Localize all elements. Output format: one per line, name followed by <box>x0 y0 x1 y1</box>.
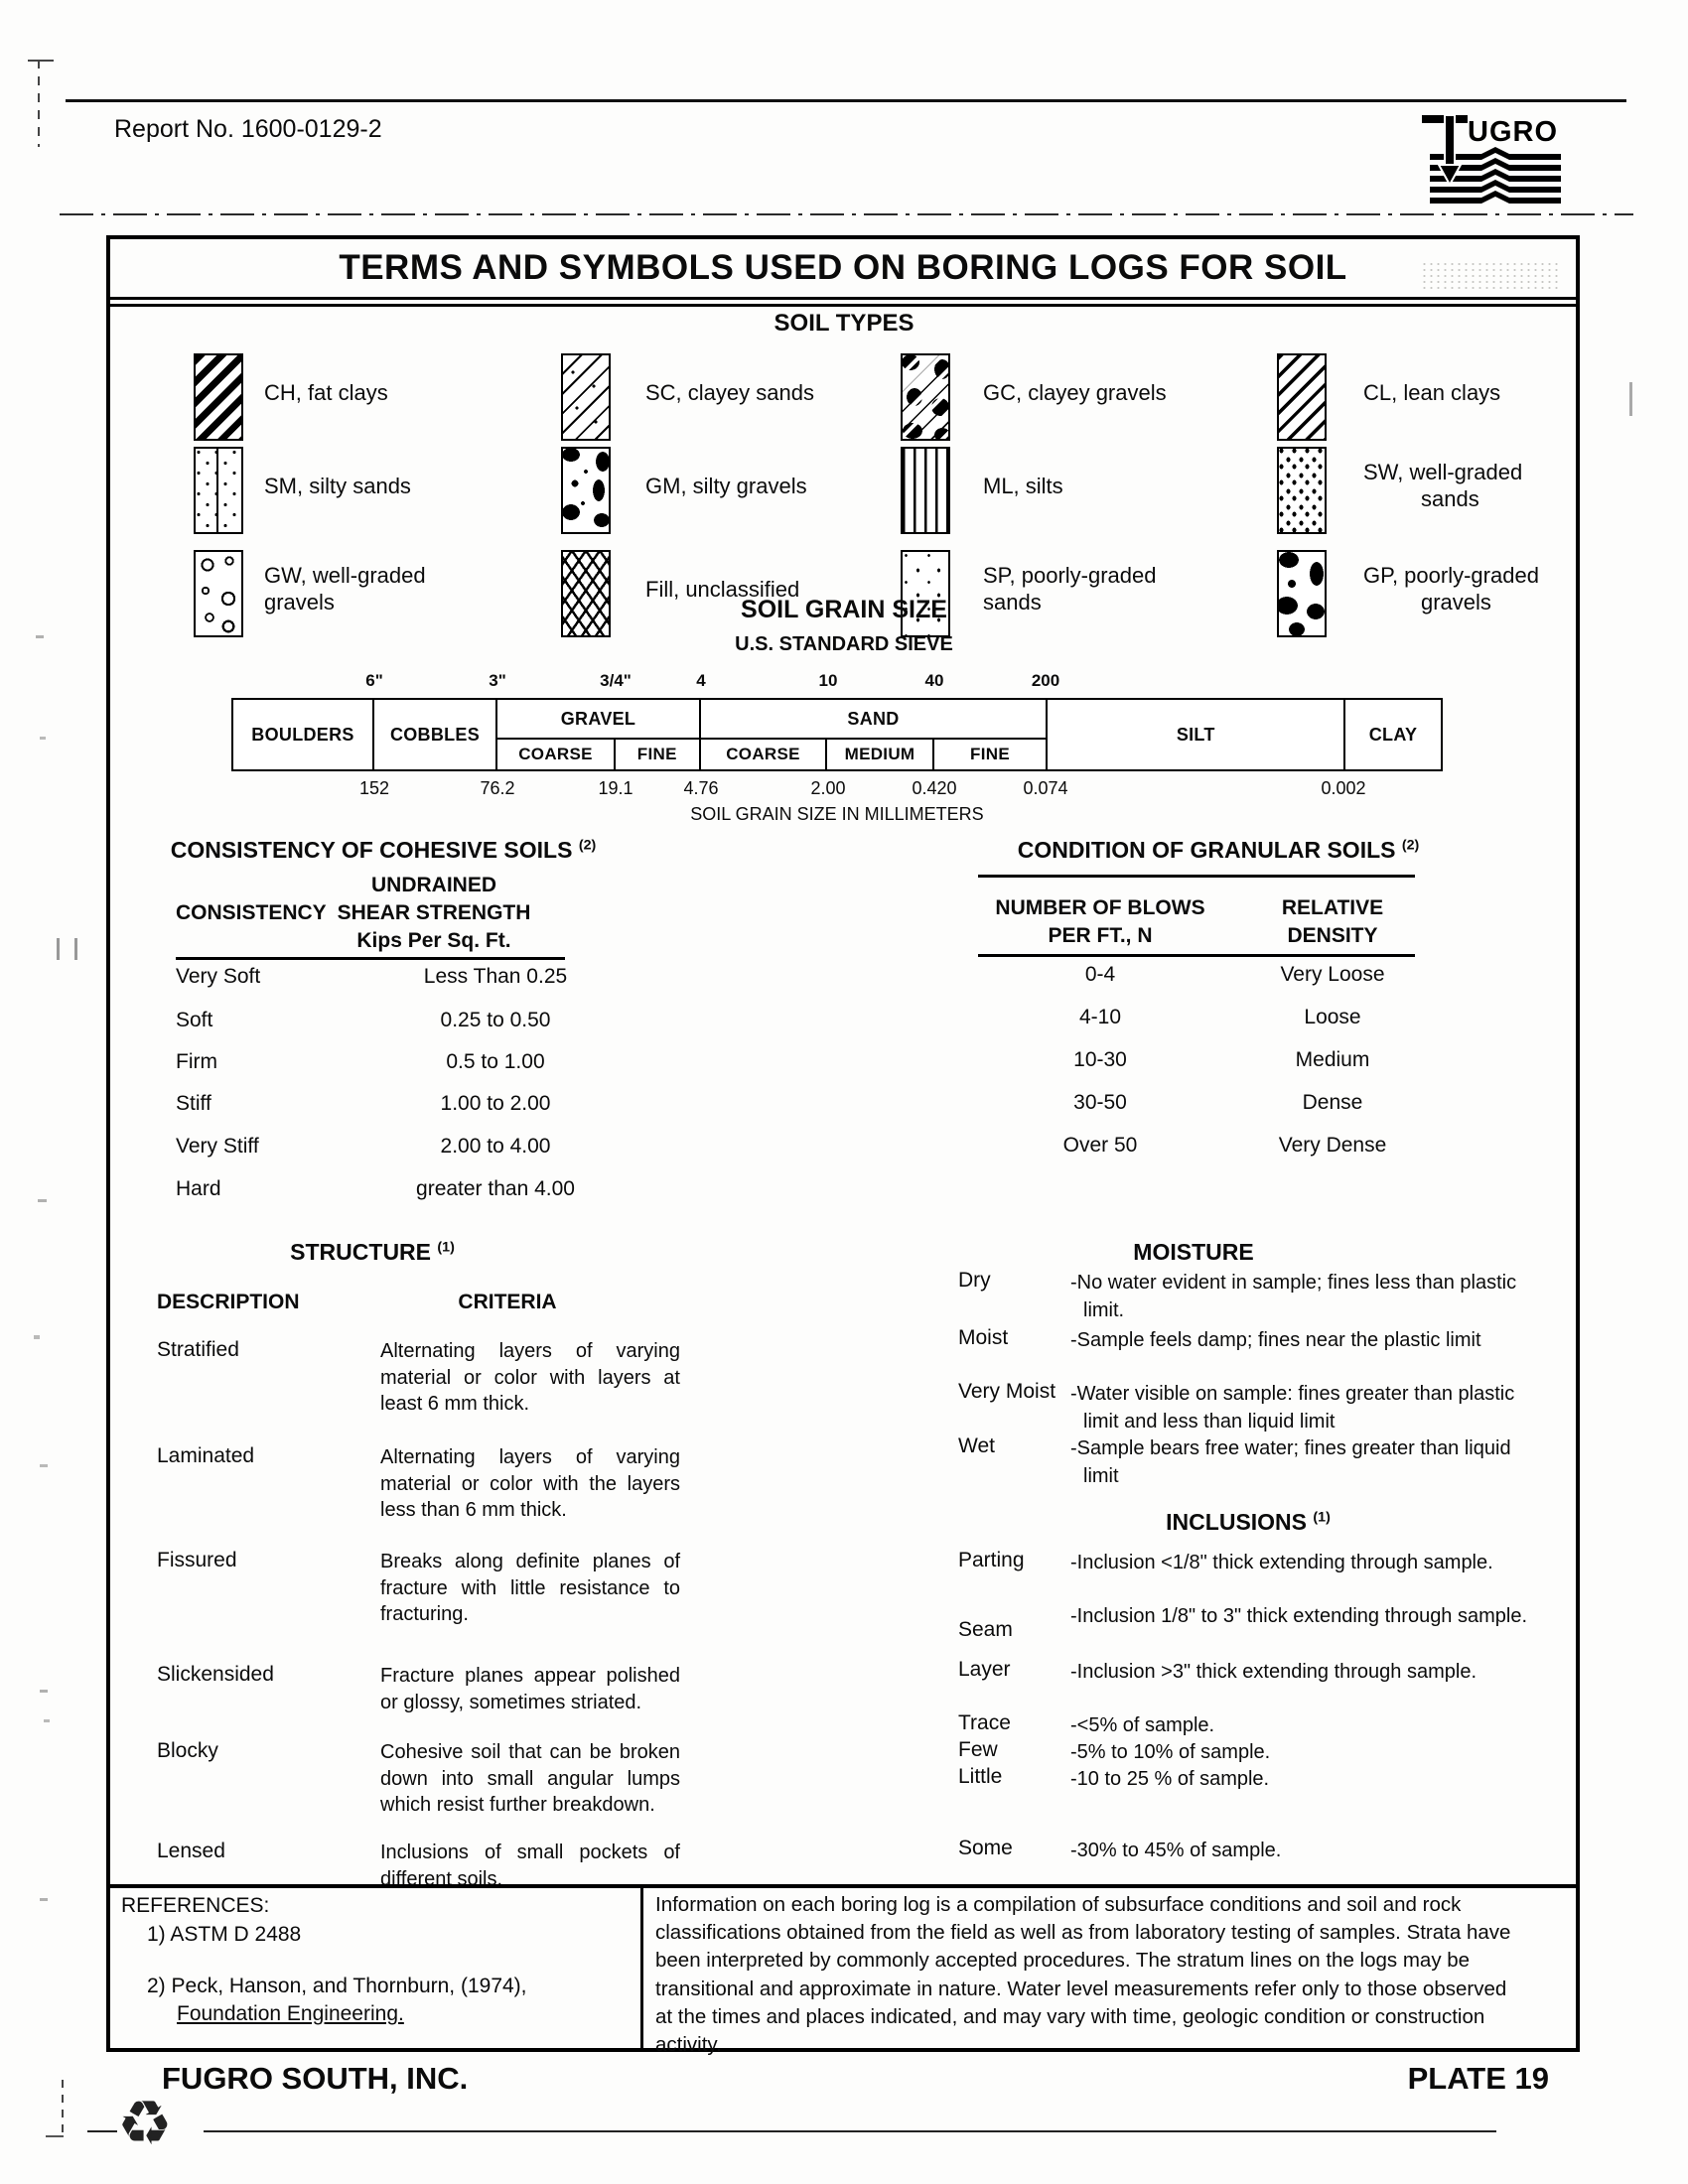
title-band-double-rule <box>110 304 1576 307</box>
inclusions-def: -<5% of sample. <box>1070 1714 1215 1736</box>
structure-col2-header: CRITERIA <box>458 1291 557 1313</box>
structure-term: Laminated <box>157 1444 255 1467</box>
structure-criteria: Breaks along definite planes of fracture with little resistance to fracturing. <box>380 1551 680 1625</box>
moisture-def: -Sample bears free water; fines greater than liquid limit <box>1070 1437 1511 1487</box>
structure-heading: STRUCTURE $^{(1)}$ <box>290 1239 455 1265</box>
inclusions-term: Some <box>958 1837 1013 1859</box>
scan-tick <box>38 1199 47 1202</box>
moisture-def: -No water evident in sample; fines less than plastic limit. <box>1070 1272 1517 1321</box>
soil-type-label-sw <box>1363 459 1522 512</box>
inclusions-term: Seam <box>958 1618 1013 1641</box>
granular-row-blows: 0-4 <box>1084 963 1116 986</box>
inclusions-term: Layer <box>958 1658 1011 1681</box>
consistency-row-value: Less Than 0.25 <box>423 965 568 988</box>
reference-item-1: 1) ASTM D 2488 <box>147 1923 302 1946</box>
consistency-row-term: Stiff <box>176 1092 211 1115</box>
soil-type-label-sp-line2: sands <box>983 590 1042 614</box>
consistency-col1-header: CONSISTENCY <box>176 901 327 924</box>
granular-row-density: Very Dense <box>1278 1134 1387 1157</box>
structure-col1-header: DESCRIPTION <box>157 1291 300 1313</box>
sieve-tick-10: 10 <box>818 671 838 690</box>
grain-cell-sand-fine: FINE <box>932 738 1049 772</box>
soil-type-label-gw-line1: GW, well-graded <box>264 563 426 588</box>
soil-type-label-cl: CL, lean clays <box>1363 380 1501 405</box>
top-rule <box>66 99 1626 102</box>
soil-type-label-sw-line2: sands <box>1421 486 1479 511</box>
moisture-term: Wet <box>958 1434 995 1457</box>
soil-types-heading: SOIL TYPES <box>774 310 914 337</box>
soil-type-swatch-gp <box>1277 550 1327 637</box>
soil-type-label-gp-line1: GP, poorly-graded <box>1363 563 1539 588</box>
reference-item-2: 2) Peck, Hanson, and Thornburn, (1974), <box>147 1975 527 1997</box>
scan-tick <box>57 938 60 960</box>
consistency-row-term: Very Stiff <box>176 1135 259 1158</box>
mm-label-200: 2.00 <box>810 778 846 798</box>
structure-term: Slickensided <box>157 1663 274 1686</box>
structure-term: Blocky <box>157 1739 218 1762</box>
grain-size-title: SOIL GRAIN SIZE <box>741 596 947 623</box>
inclusions-term: Little <box>958 1765 1003 1788</box>
structure-term: Lensed <box>157 1840 225 1862</box>
mm-label-0420: 0.420 <box>912 778 957 798</box>
moisture-def: -Water visible on sample: fines greater than plastic limit and less than liquid limit <box>1070 1383 1515 1433</box>
structure-criteria: Cohesive soil that can be broken down into small angular lumps which resist further breakdown. <box>380 1741 680 1816</box>
inclusions-term: Few <box>958 1738 998 1761</box>
granular-col1-line2: PER FT., N <box>1048 924 1153 947</box>
soil-type-label-gw-line2: gravels <box>264 590 335 614</box>
consistency-row-value: 2.00 to 4.00 <box>440 1135 551 1158</box>
scan-tick <box>40 737 46 740</box>
title-band <box>110 239 1576 300</box>
mm-label-0074: 0.074 <box>1023 778 1068 798</box>
soil-type-swatch-gw <box>194 550 243 637</box>
soil-type-label-sp-line1: SP, poorly-graded <box>983 563 1157 588</box>
consistency-col2-line1: UNDRAINED <box>371 874 496 896</box>
granular-row-density: Loose <box>1304 1006 1361 1028</box>
consistency-row-term: Soft <box>176 1009 213 1031</box>
granular-row-blows: 10-30 <box>1073 1048 1127 1071</box>
structure-criteria: Inclusions of small pockets of different soils. <box>380 1842 680 1890</box>
moisture-term: Moist <box>958 1326 1009 1349</box>
grain-cell-gravel-coarse: COARSE <box>495 738 616 772</box>
mm-label-476: 4.76 <box>683 778 719 798</box>
inclusions-def: -Inclusion 1/8" to 3" thick extending through sample. <box>1070 1605 1528 1627</box>
structure-term: Stratified <box>157 1338 239 1361</box>
consistency-col2-line2: SHEAR STRENGTH <box>337 901 531 924</box>
mm-label-152: 152 <box>358 778 390 798</box>
mm-label-76: 76.2 <box>480 778 515 798</box>
soil-type-label-sm: SM, silty sands <box>264 474 411 498</box>
grain-cell-gravel: GRAVEL <box>495 698 701 740</box>
grain-cell-cobbles: COBBLES <box>372 698 498 771</box>
reference-item-2-title: Foundation Engineering. <box>177 2002 404 2025</box>
soil-type-swatch-cl <box>1277 353 1327 441</box>
soil-type-label-ml: ML, silts <box>983 474 1063 498</box>
consistency-col2-line3: Kips Per Sq. Ft. <box>356 929 511 952</box>
bottom-rule <box>204 2130 1496 2132</box>
boring-log-info-paragraph: Information on each boring log is a compilation of subsurface conditions and soil and rock classifications obtained from the field as well as from laboratory testing of samples. Strata have been interpreted by commonly accepted procedures. The stratum lines on the logs may be transitional and approximate in nature. Water level measurements refer only to those observed at the times and places indicated, and may vary with time, geologic condition or construction activity. <box>655 1893 1511 2057</box>
inclusions-def: -Inclusion <1/8" thick extending through sample. <box>1070 1552 1493 1573</box>
scan-speckle <box>1421 261 1560 289</box>
soil-type-label-gw <box>264 562 426 615</box>
mm-label-19: 19.1 <box>598 778 633 798</box>
granular-row-density: Dense <box>1302 1091 1363 1114</box>
recycle-icon: ♻ <box>117 2087 173 2159</box>
soil-type-label-gp <box>1363 562 1539 615</box>
granular-col2-line2: DENSITY <box>1287 924 1378 947</box>
sieve-tick-3in: 3" <box>489 671 506 690</box>
soil-type-swatch-sc <box>561 353 611 441</box>
header-separator-line <box>60 213 1633 215</box>
granular-row-density: Medium <box>1295 1048 1370 1071</box>
soil-type-swatch-gc <box>901 353 950 441</box>
soil-type-label-gp-line2: gravels <box>1421 590 1491 614</box>
moisture-heading: MOISTURE <box>1133 1239 1254 1265</box>
scan-tick-right <box>1629 382 1632 416</box>
sieve-tick-40: 40 <box>924 671 944 690</box>
grain-size-table <box>231 671 1443 830</box>
soil-type-label-ch: CH, fat clays <box>264 380 388 405</box>
logo-word: UGRO <box>1468 116 1558 148</box>
consistency-row-value: 0.25 to 0.50 <box>440 1009 551 1031</box>
inclusions-term: Trace <box>958 1711 1011 1734</box>
grain-size-subtitle: U.S. STANDARD SIEVE <box>735 633 953 655</box>
granular-heading-rule <box>978 875 1415 878</box>
soil-type-swatch-ml <box>901 447 950 534</box>
sieve-tick-4: 4 <box>696 671 706 690</box>
scan-tick <box>74 938 77 960</box>
scan-tick <box>34 1335 40 1339</box>
consistency-row-term: Hard <box>176 1177 221 1200</box>
structure-criteria: Alternating layers of varying material or color with layers at least 6 mm thick. <box>380 1340 680 1415</box>
soil-type-label-gm: GM, silty gravels <box>645 474 807 498</box>
scan-tick <box>40 1898 48 1901</box>
soil-type-label-sw-line1: SW, well-graded <box>1363 460 1523 484</box>
corner-mark-top-left-vertical <box>38 60 40 147</box>
moisture-term: Dry <box>958 1269 991 1292</box>
soil-type-swatch-sm <box>194 447 243 534</box>
grain-cell-silt: SILT <box>1046 698 1346 771</box>
references-divider <box>640 1888 643 2050</box>
grain-cell-sand-coarse: COARSE <box>699 738 828 772</box>
structure-term: Fissured <box>157 1549 237 1571</box>
consistency-row-value: 1.00 to 2.00 <box>440 1092 551 1115</box>
references-heading: REFERENCES: <box>121 1894 270 1917</box>
grain-cell-boulders: BOULDERS <box>231 698 374 771</box>
granular-row-blows: 4-10 <box>1078 1006 1122 1028</box>
consistency-row-term: Very Soft <box>176 965 261 988</box>
corner-mark-top-left <box>28 60 54 62</box>
scan-tick <box>44 1719 50 1722</box>
soil-type-swatch-gm <box>561 447 611 534</box>
consistency-row-term: Firm <box>176 1050 217 1073</box>
report-number: Report No. 1600-0129-2 <box>114 115 382 143</box>
consistency-heading: CONSISTENCY OF COHESIVE SOILS $^{(2)}$ <box>170 837 597 863</box>
granular-row-blows: Over 50 <box>1062 1134 1138 1157</box>
consistency-row-value: 0.5 to 1.00 <box>446 1050 545 1073</box>
moisture-term: Very Moist <box>958 1380 1056 1403</box>
footer-company-name: FUGRO SOUTH, INC. <box>162 2061 469 2096</box>
footer-plate-number: PLATE 19 <box>1407 2061 1549 2096</box>
soil-type-swatch-sw <box>1277 447 1327 534</box>
sieve-tick-200: 200 <box>1031 671 1060 690</box>
grain-cell-sand-medium: MEDIUM <box>825 738 934 772</box>
sieve-tick-34in: 3/4" <box>600 671 632 690</box>
sieve-tick-6in: 6" <box>365 671 383 690</box>
soil-type-swatch-ch <box>194 353 243 441</box>
structure-criteria: Alternating layers of varying material or color with the layers less than 6 mm thick. <box>380 1446 680 1521</box>
grain-cell-sand: SAND <box>699 698 1049 740</box>
granular-row-density: Very Loose <box>1280 963 1385 986</box>
page-title: TERMS AND SYMBOLS USED ON BORING LOGS FOR SOIL <box>339 248 1347 287</box>
granular-row-blows: 30-50 <box>1073 1091 1127 1114</box>
inclusions-def: -Inclusion >3" thick extending through sample. <box>1070 1661 1477 1683</box>
inclusions-def: -10 to 25 % of sample. <box>1070 1768 1270 1790</box>
inclusions-def: -5% to 10% of sample. <box>1070 1741 1271 1763</box>
scan-tick <box>40 1690 48 1693</box>
corner-mark-bottom-left <box>62 2080 64 2137</box>
granular-col1-line1: NUMBER OF BLOWS <box>995 896 1205 919</box>
grain-size-caption: SOIL GRAIN SIZE IN MILLIMETERS <box>690 804 984 824</box>
granular-col2-line1: RELATIVE <box>1281 896 1384 919</box>
scan-tick <box>40 1464 48 1467</box>
grain-cell-gravel-fine: FINE <box>614 738 702 772</box>
mm-label-0002: 0.002 <box>1321 778 1366 798</box>
corner-mark-bottom-left-foot <box>46 2135 64 2137</box>
fugro-logo <box>1420 109 1573 209</box>
soil-type-label-gc: GC, clayey gravels <box>983 380 1167 405</box>
granular-header-rule <box>978 954 1415 957</box>
bottom-rule-left-segment <box>87 2130 117 2132</box>
grain-cell-clay: CLAY <box>1343 698 1443 771</box>
soil-type-label-fill: Fill, unclassified <box>645 577 800 602</box>
inclusions-term: Parting <box>958 1549 1025 1571</box>
consistency-header-rule <box>176 957 565 960</box>
inclusions-heading: INCLUSIONS $^{(1)}$ <box>1166 1509 1331 1535</box>
consistency-row-value: greater than 4.00 <box>416 1177 575 1200</box>
scan-tick <box>36 635 44 638</box>
moisture-def: -Sample feels damp; fines near the plastic limit <box>1070 1329 1481 1351</box>
soil-type-label-sc: SC, clayey sands <box>645 380 814 405</box>
inclusions-def: -30% to 45% of sample. <box>1070 1840 1282 1861</box>
structure-criteria: Fracture planes appear polished or glossy, sometimes striated. <box>380 1665 680 1713</box>
granular-heading: CONDITION OF GRANULAR SOILS $^{(2)}$ <box>1017 837 1420 863</box>
